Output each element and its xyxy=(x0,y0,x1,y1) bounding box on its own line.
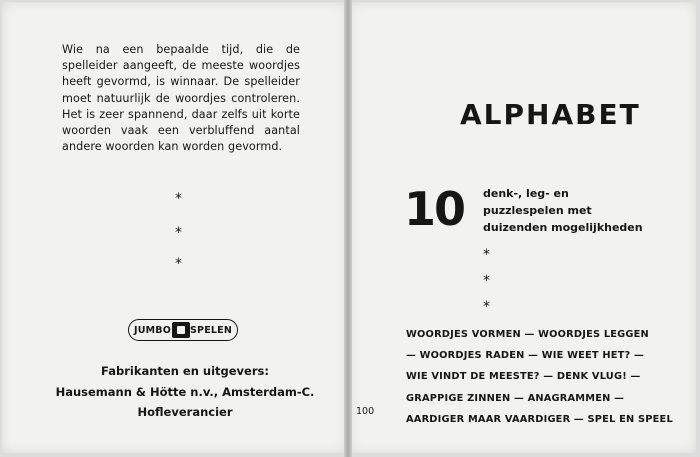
star-ornament: * xyxy=(483,299,490,315)
star-ornament: * xyxy=(175,256,182,272)
logo-emblem-icon xyxy=(172,322,190,338)
star-ornament: * xyxy=(483,273,490,289)
games-line: AARDIGER MAAR VAARDIGER — SPEL EN SPEEL xyxy=(406,413,673,425)
publisher-line-1: Fabrikanten en uitgevers: xyxy=(101,364,269,378)
logo-right-word: SPELEN xyxy=(190,324,232,336)
big-number: 10 xyxy=(404,182,465,236)
games-line: GRAPPIGE ZINNEN — ANAGRAMMEN — xyxy=(406,392,625,404)
games-line: WIE VINDT DE MEESTE? — DENK VLUG! — xyxy=(406,371,641,383)
page-number: 100 xyxy=(356,406,375,417)
subtitle-line: puzzlespelen met xyxy=(483,204,592,217)
star-ornament: * xyxy=(175,191,182,207)
publisher-line-3: Hofleverancier xyxy=(137,405,233,419)
star-ornament: * xyxy=(483,247,490,263)
publisher-line-2: Hausemann & Hötte n.v., Amsterdam-C. xyxy=(55,384,315,399)
intro-paragraph: Wie na een bepaalde tijd, die de spelleider aangeeft, de meeste woordjes heeft gevormd, is winnaar. De spelleider moet natuurlijk de woordjes controleren. Het is zeer spannend, daar zelfs uit korte woorden vaak een verbluffend aantal andere woorden kan worden gevormd. xyxy=(62,43,300,154)
subtitle-block xyxy=(483,185,653,236)
jumbo-spelen-logo xyxy=(128,319,238,341)
page-gutter xyxy=(344,0,352,457)
page-title: ALPHABET xyxy=(460,98,641,131)
subtitle-line: denk-, leg- en xyxy=(483,187,569,200)
subtitle-line: duizenden mogelijkheden xyxy=(483,221,643,234)
publisher-block xyxy=(40,361,330,423)
star-ornament: * xyxy=(175,225,182,241)
games-line: — WOORDJES RADEN — WIE WEET HET? — xyxy=(406,350,645,362)
logo-left-word: JUMBO xyxy=(134,324,172,336)
games-line: WOORDJES VORMEN — WOORDJES LEGGEN xyxy=(406,329,649,340)
games-list xyxy=(406,324,673,430)
